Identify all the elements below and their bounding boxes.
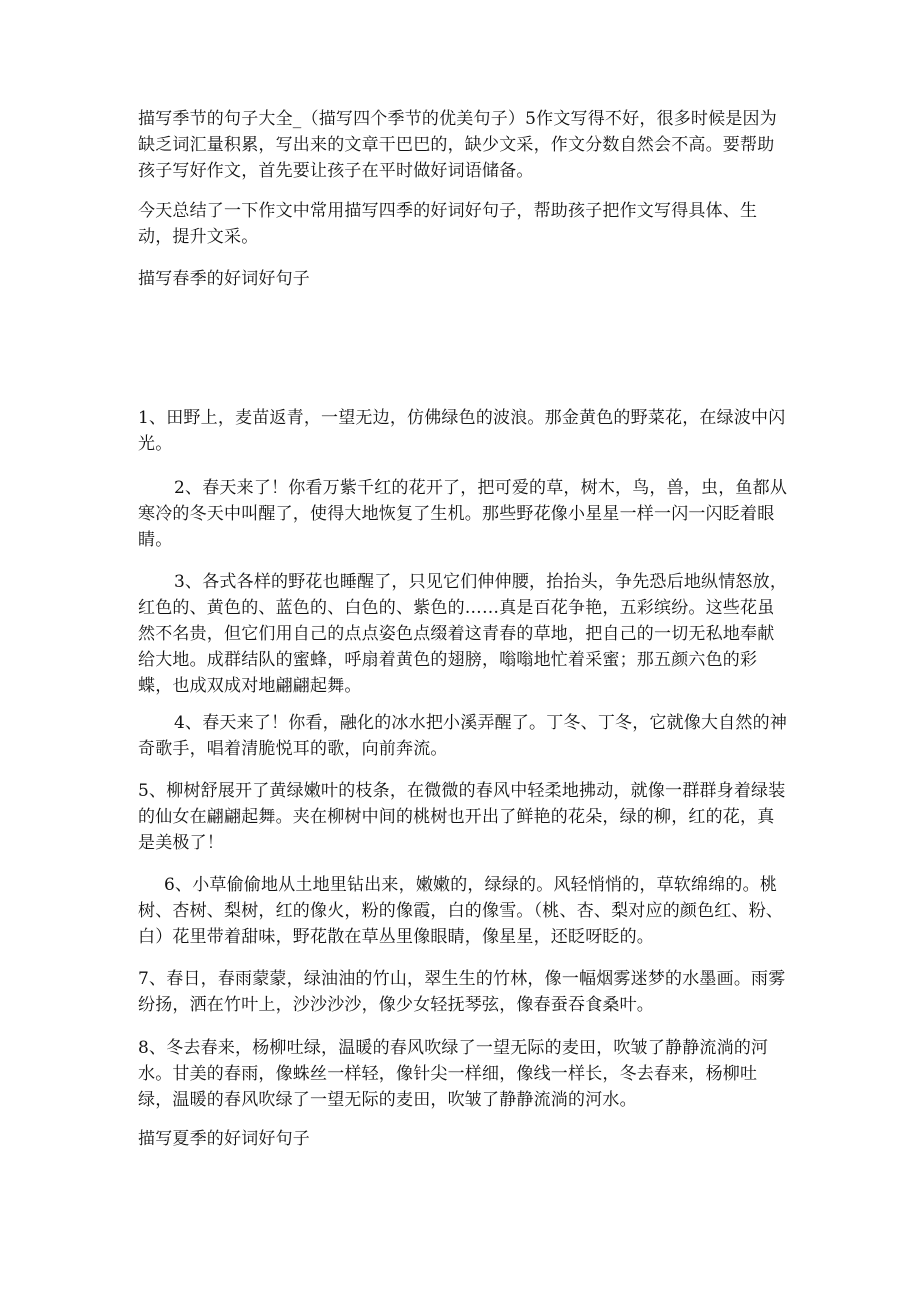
spring-item-2: 2、春天来了！你看万紫千红的花开了，把可爱的草，树木，鸟，兽，虫，鱼都从寒冷的冬天中叫醒了，使得大地恢复了生机。那些野花像小星星一样一闪一闪眨着眼睛。 — [138, 478, 788, 550]
spring-item-4: 4、春天来了！你看，融化的冰水把小溪弄醒了。丁冬、丁冬，它就像大自然的神奇歌手，唱着清脆悦耳的歌，向前奔流。 — [138, 713, 788, 759]
summer-heading: 描写夏季的好词好句子 — [138, 1129, 310, 1149]
spring-item-8: 8、冬去春来，杨柳吐绿，温暖的春风吹绿了一望无际的麦田，吹皱了静静流淌的河水。甘美的春雨，像蛛丝一样轻，像针尖一样细，像线一样长，冬去春来，杨柳吐绿，温暖的春风吹绿了一望无际的麦田，吹皱了静静流淌的河水。 — [138, 1038, 769, 1110]
spring-item-7: 7、春日，春雨蒙蒙，绿油油的竹山，翠生生的竹林，像一幅烟雾迷梦的水墨画。雨雾纷扬，洒在竹叶上，沙沙沙沙，像少女轻抚琴弦，像春蚕吞食桑叶。 — [138, 969, 786, 1015]
spring-item-5: 5、柳树舒展开了黄绿嫩叶的枝条，在微微的春风中轻柔地拂动，就像一群群身着绿装的仙女在翩翩起舞。夹在柳树中间的桃树也开出了鲜艳的花朵，绿的柳，红的花，真是美极了！ — [138, 781, 786, 853]
spring-item-6: 6、小草偷偷地从土地里钻出来，嫩嫩的，绿绿的。风轻悄悄的，草软绵绵的。桃树、杏树、梨树，红的像火，粉的像霞，白的像雪。（桃、杏、梨对应的颜色红、粉、白）花里带着甜味，野花散在草丛里像眼睛，像星星，还眨呀眨的。 — [138, 875, 784, 947]
spring-item-3: 3、各式各样的野花也睡醒了，只见它们伸伸腰，抬抬头，争先恐后地纵情怒放，红色的、黄色的、蓝色的、白色的、紫色的……真是百花争艳，五彩缤纷。这些花虽然不名贵，但它们用自己的点点姿色点缀着这青春的草地，把自己的一切无私地奉献给大地。成群结队的蜜蜂，呼扇着黄色的翅膀，嗡嗡地忙着采蜜；那五颜六色的彩蝶，也成双成对地翩翩起舞。 — [138, 572, 788, 696]
summary-paragraph: 今天总结了一下作文中常用描写四季的好词好句子，帮助孩子把作文写得具体、生动，提升文采。 — [138, 201, 758, 247]
spring-heading: 描写春季的好词好句子 — [138, 269, 310, 289]
intro-paragraph: 描写季节的句子大全_（描写四个季节的优美句子）5作文写得不好，很多时候是因为缺乏词汇量积累，写出来的文章干巴巴的，缺少文采，作文分数自然会不高。要帮助孩子写好作文，首先要让孩子在平时做好词语储备。 — [138, 109, 777, 181]
spring-item-1: 1、田野上，麦苗返青，一望无边，仿佛绿色的波浪。那金黄色的野菜花，在绿波中闪光。 — [138, 408, 786, 454]
